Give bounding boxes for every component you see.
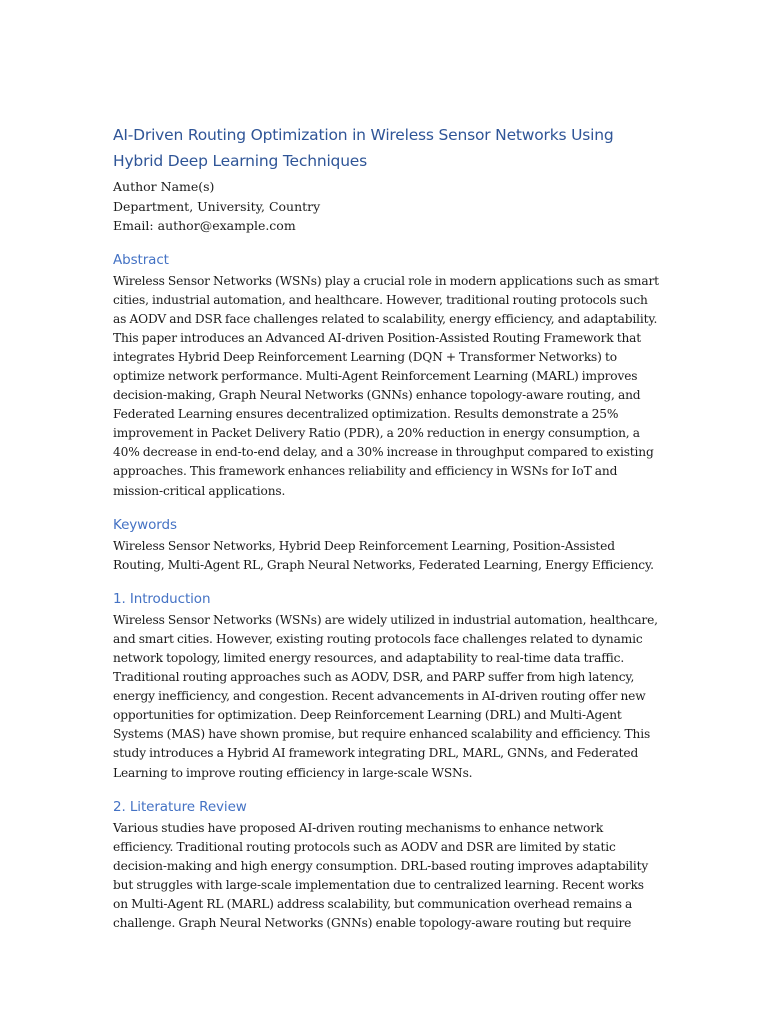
section-heading: Abstract [113,251,169,268]
section-heading: 2. Literature Review [113,798,247,815]
section-body: Various studies have proposed AI-driven routing mechanisms to enhance network efficiency. Traditional routing protocols such as AODV and DSR are limited by static decision-making and high energy consumption. DRL-based routing improves adaptability but struggles with large-scale implementation due to centralized learning. Recent works on Multi-Agent RL (MARL) address scalability, but communication overhead remains a challenge. Graph Neural Networks (GNNs) enable topology-aware routing but require [113,820,649,931]
author-email: Email: author@example.com [113,218,296,233]
author-name: Author Name(s) [113,179,215,194]
author-block [113,177,660,236]
section-keywords [113,515,660,575]
section-literature-review [113,797,660,934]
section-heading: Keywords [113,516,177,533]
section-body: Wireless Sensor Networks (WSNs) play a crucial role in modern applications such as smart cities, industrial automation, and healthcare. However, traditional routing protocols such as AODV and DSR face challenges related to scalability, energy efficiency, and adaptability. This paper introduces an Advanced AI-driven Position-Assisted Routing Framework that integrates Hybrid Deep Reinforcement Learning (DQN + Transformer Networks) to optimize network performance. Multi-Agent Reinforcement Learning (MARL) improves decision-making, Graph Neural Networks (GNNs) enhance topology-aware routing, and Federated Learning ensures decentralized optimization. Results demonstrate a 25% improvement in Packet Delivery Ratio (PDR), a 20% reduction in energy consumption, a 40% decrease in end-to-end delay, and a 30% increase in throughput compared to existing approaches. This framework enhances reliability and efficiency in WSNs for IoT and mission-critical applications. [113,273,659,498]
section-introduction [113,589,660,783]
section-abstract [113,250,660,501]
author-affiliation: Department, University, Country [113,198,321,214]
paper-title: AI-Driven Routing Optimization in Wireless Sensor Networks Using Hybrid Deep Learning Techniques [113,126,614,170]
section-heading: 1. Introduction [113,590,211,607]
section-body: Wireless Sensor Networks, Hybrid Deep Reinforcement Learning, Position-Assisted Routing, Multi-Agent RL, Graph Neural Networks, Federated Learning, Energy Efficiency. [113,538,654,572]
section-body: Wireless Sensor Networks (WSNs) are widely utilized in industrial automation, healthcare, and smart cities. However, existing routing protocols face challenges related to dynamic network topology, limited energy resources, and adaptability to real-time data traffic. Traditional routing approaches such as AODV, DSR, and PARP suffer from high latency, energy inefficiency, and congestion. Recent advancements in AI-driven routing offer new opportunities for optimization. Deep Reinforcement Learning (DRL) and Multi-Agent Systems (MAS) have shown promise, but require enhanced scalability and efficiency. This study introduces a Hybrid AI framework integrating DRL, MARL, GNNs, and Federated Learning to improve routing efficiency in large-scale WSNs. [113,612,658,780]
